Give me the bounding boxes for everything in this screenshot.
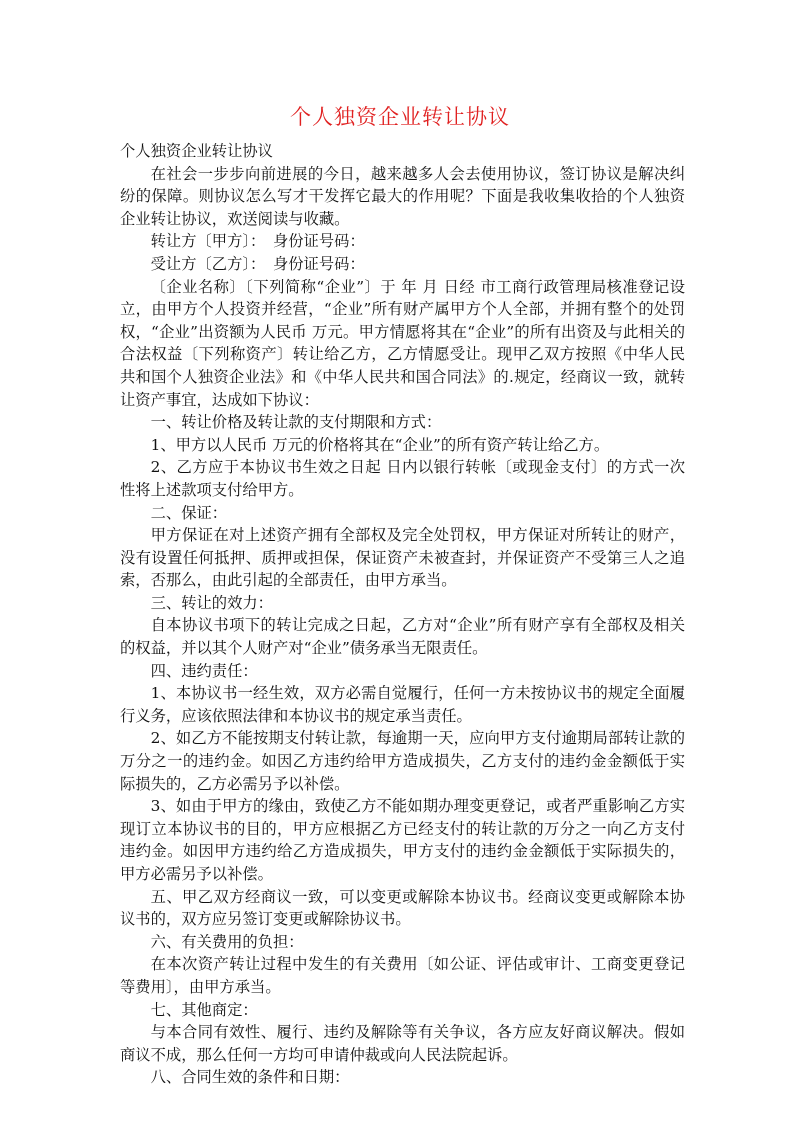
section-heading-4: 四、违约责任： [150, 661, 258, 680]
clause-4-3: 3、如由于甲方的缘由，致使乙方不能如期办理变更登记，或者严重影响乙方实现订立本协议书的目的，甲方应根据乙方已经支付的转让款的万分之一向乙方支付违约金。如因甲方违约给乙方造成损失，甲方支付的违约金金额低于实际损失的，甲方必需另予以补偿。 [120, 797, 685, 883]
clause-4-1: 1、本协议书一经生效，双方必需自觉履行，任何一方未按协议书的规定全面履行义务，应该依照法律和本协议书的规定承当责任。 [120, 684, 685, 725]
document-body [120, 140, 685, 1089]
document-subtitle: 个人独资企业转让协议 [120, 142, 273, 160]
section-heading-2: 二、保证： [150, 503, 228, 522]
clause-5: 五、甲乙双方经商议一致，可以变更或解除本协议书。经商议变更或解除本协议书的，双方应另签订变更或解除协议书。 [120, 887, 685, 929]
section-heading-8: 八、合同生效的条件和日期： [150, 1068, 350, 1087]
section-heading-3: 三、转让的效力： [150, 593, 273, 612]
transferor-line: 转让方〔甲方〕： 身份证号码： [150, 232, 365, 251]
clause-3: 自本协议书项下的转让完成之日起，乙方对“企业”所有财产享有全部权及相关的权益，并以其个人财产对“企业”债务承当无限责任。 [120, 616, 685, 658]
intro-paragraph: 在社会一步步向前进展的今日，越来越多人会去使用协议，签订协议是解决纠纷的保障。则协议怎么写才干发挥它最大的作用呢？下面是我收集收拾的个人独资企业转让协议，欢送阅读与收藏。 [120, 164, 685, 228]
document-title: 个人独资企业转让协议 [290, 105, 510, 129]
preamble-paragraph: 〔企业名称〕〔下列简称“企业”〕于 年 月 日经 市工商行政管理局核准登记设立，由甲方个人投资并经营，“企业”所有财产属甲方个人全部，并拥有整个的处罚权，“企业”出资额为人民币 万元。甲方情愿将其在“企业”的所有出资及与此相关的合法权益〔下列称资产〕转让给乙方，乙方情愿受让。现甲乙双方按照《中华人民共和国个人独资企业法》和《中华人民共和国合同法》的.规定，经商议一致，就转让资产事宜，达成如下协议： [120, 277, 685, 409]
section-heading-1: 一、转让价格及转让款的支付期限和方式： [150, 413, 442, 432]
section-heading-7: 七、其他商定： [150, 1000, 258, 1019]
clause-7: 与本合同有效性、履行、违约及解除等有关争议，各方应友好商议解决。假如商议不成，那么任何一方均可申请仲裁或向人民法院起诉。 [120, 1023, 685, 1064]
clause-1-2: 2、乙方应于本协议书生效之日起 日内以银行转帐〔或现金支付〕的方式一次性将上述款项支付给甲方。 [120, 458, 685, 499]
clause-4-2: 2、如乙方不能按期支付转让款，每逾期一天，应向甲方支付逾期局部转让款的万分之一的违约金。如因乙方违约给甲方造成损失，乙方支付的违约金金额低于实际损失的，乙方必需另予以补偿。 [120, 729, 685, 793]
clause-2: 甲方保证在对上述资产拥有全部权及完全处罚权，甲方保证对所转让的财产，没有设置任何抵押、质押或担保，保证资产未被查封，并保证资产不受第三人之追索，否那么，由此引起的全部责任，由甲方承当。 [120, 526, 685, 590]
section-heading-6: 六、有关费用的负担： [150, 932, 304, 951]
transferee-line: 受让方〔乙方〕： 身份证号码： [150, 254, 365, 273]
clause-6: 在本次资产转让过程中发生的有关费用〔如公证、评估或审计、工商变更登记等费用〕，由甲方承当。 [120, 955, 685, 996]
clause-1-1: 1、甲方以人民币 万元的价格将其在“企业”的所有资产转让给乙方。 [150, 435, 610, 454]
